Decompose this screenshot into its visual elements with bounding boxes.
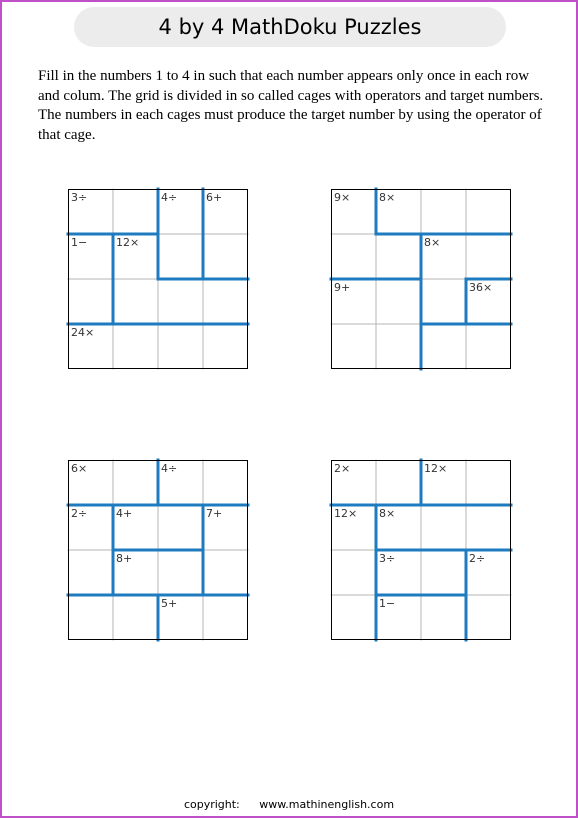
cage-clue: 7+ <box>206 507 223 520</box>
instructions-text: Fill in the numbers 1 to 4 in such that each number appears only once in each row and colum. The grid is divided in so called cages with operators and target numbers. The numbers in each cages must produce the target number by using the operator of that cage. <box>38 68 544 143</box>
cage-clue: 1− <box>71 236 88 249</box>
cage-clue: 8× <box>379 191 396 204</box>
page-title: 4 by 4 MathDoku Puzzles <box>158 15 422 39</box>
puzzle-1 <box>68 189 248 369</box>
copyright-label: copyright: <box>183 798 240 811</box>
cage-clue: 4÷ <box>161 191 178 204</box>
puzzle-2 <box>331 189 511 369</box>
cage-clue: 2÷ <box>469 552 486 565</box>
cage-clue: 6× <box>71 462 88 475</box>
cage-clue: 3÷ <box>71 191 88 204</box>
cage-clue: 4+ <box>116 507 133 520</box>
cage-clue: 12× <box>116 236 140 249</box>
cage-clue: 8× <box>424 236 441 249</box>
cage-clue: 9× <box>334 191 351 204</box>
cage-clue: 8× <box>379 507 396 520</box>
cage-clue: 2× <box>334 462 351 475</box>
puzzle-grid <box>68 189 248 369</box>
puzzle-grid <box>68 460 248 640</box>
cage-clue: 9+ <box>334 281 351 294</box>
footer <box>0 798 578 811</box>
cage-clue: 6+ <box>206 191 223 204</box>
cage-clue: 2÷ <box>71 507 88 520</box>
cage-clue: 36× <box>469 281 493 294</box>
title-banner <box>74 7 506 47</box>
cage-clue: 12× <box>424 462 448 475</box>
cage-clue: 12× <box>334 507 358 520</box>
puzzle-grid <box>331 189 511 369</box>
cage-clue: 24× <box>71 326 95 339</box>
cage-clue: 1− <box>379 597 396 610</box>
cage-clue: 5+ <box>161 597 178 610</box>
cage-clue: 3÷ <box>379 552 396 565</box>
puzzle-3 <box>68 460 248 640</box>
cage-clue: 4÷ <box>161 462 178 475</box>
copyright-site: www.mathinenglish.com <box>259 798 395 811</box>
puzzle-grid <box>331 460 511 640</box>
puzzle-4 <box>331 460 511 640</box>
cage-clue: 8+ <box>116 552 133 565</box>
